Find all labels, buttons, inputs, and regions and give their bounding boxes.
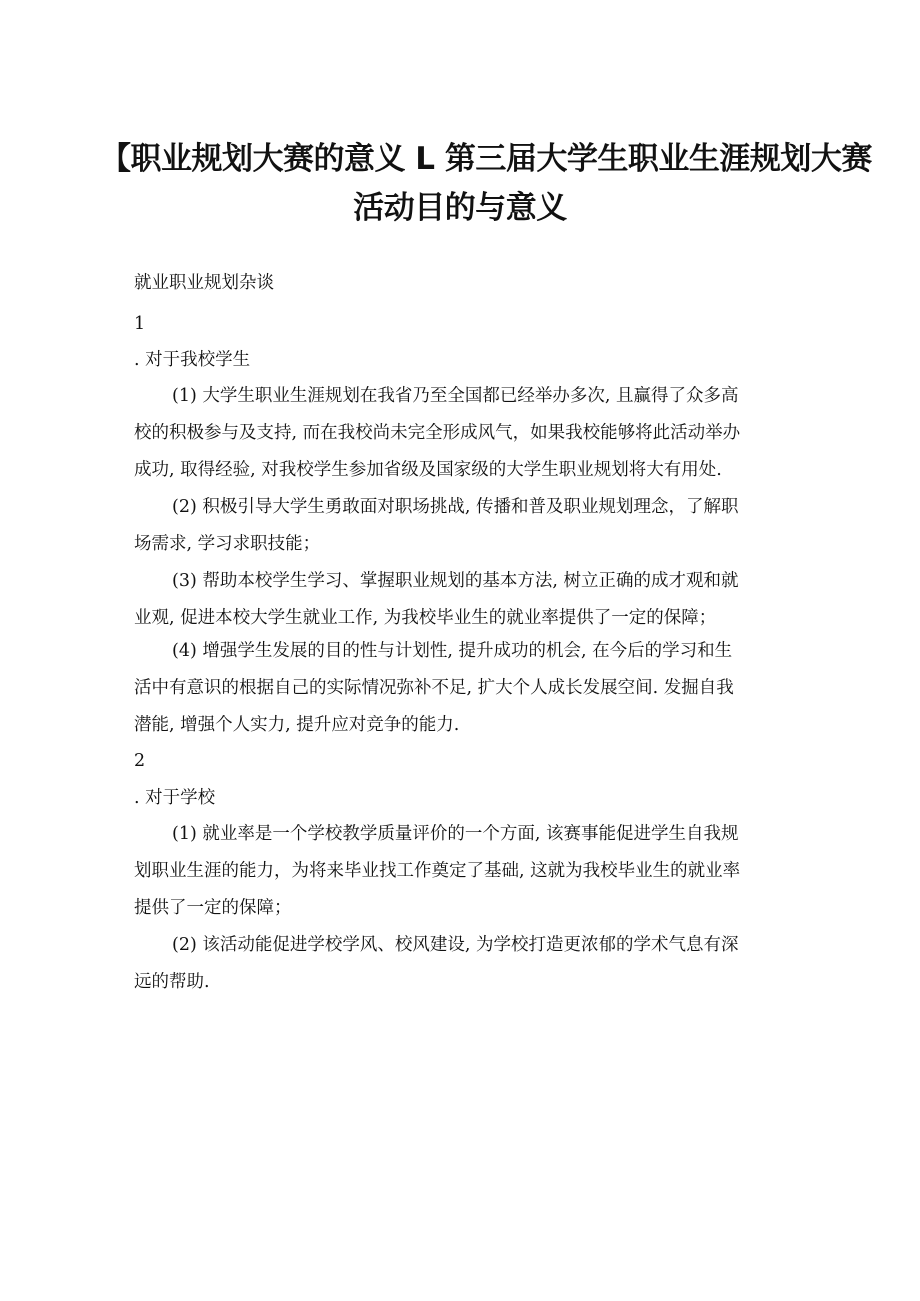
subtitle: 就业职业规划杂谈 bbox=[134, 273, 274, 293]
paragraph-4-line-2: 活中有意识的根据自己的实际情况弥补不足, 扩大个人成长发展空间. 发掘自我 bbox=[134, 678, 734, 698]
section-2-number: 2 bbox=[134, 751, 146, 771]
title-line-2: 活动目的与意义 bbox=[353, 190, 567, 226]
paragraph-5-line-2: 划职业生涯的能力，为将来毕业找工作奠定了基础, 这就为我校毕业生的就业率 bbox=[134, 861, 741, 881]
title-line-1: 【职业规划大赛的意义 L 第三届大学生职业生涯规划大赛 bbox=[100, 141, 872, 177]
paragraph-4-line-1: (4) 增强学生发展的目的性与计划性, 提升成功的机会, 在今后的学习和生 bbox=[172, 641, 733, 661]
section-2-heading: . 对于学校 bbox=[134, 788, 216, 808]
paragraph-5-line-1: (1) 就业率是一个学校教学质量评价的一个方面, 该赛事能促进学生自我规 bbox=[172, 824, 739, 844]
section-1-number: 1 bbox=[134, 314, 146, 334]
paragraph-1-line-2: 校的积极参与及支持, 而在我校尚未完全形成风气，如果我校能够将此活动举办 bbox=[134, 423, 741, 443]
paragraph-5-line-3: 提供了一定的保障； bbox=[134, 898, 292, 918]
paragraph-2-line-1: (2) 积极引导大学生勇敢面对职场挑战, 传播和普及职业规划理念，了解职 bbox=[172, 497, 739, 517]
paragraph-6-line-2: 远的帮助. bbox=[134, 972, 210, 992]
paragraph-3-line-1: (3) 帮助本校学生学习、掌握职业规划的基本方法, 树立正确的成才观和就 bbox=[172, 571, 739, 591]
paragraph-3-line-2: 业观, 促进本校大学生就业工作, 为我校毕业生的就业率提供了一定的保障； bbox=[134, 608, 717, 628]
paragraph-2-line-2: 场需求, 学习求职技能； bbox=[134, 534, 321, 554]
paragraph-6-line-1: (2) 该活动能促进学校学风、校风建设, 为学校打造更浓郁的学术气息有深 bbox=[172, 935, 739, 955]
paragraph-1-line-3: 成功, 取得经验, 对我校学生参加省级及国家级的大学生职业规划将大有用处. bbox=[134, 460, 722, 480]
section-1-heading: . 对于我校学生 bbox=[134, 350, 251, 370]
paragraph-1-line-1: (1) 大学生职业生涯规划在我省乃至全国都已经举办多次, 且赢得了众多高 bbox=[172, 386, 739, 406]
paragraph-4-line-3: 潜能, 增强个人实力, 提升应对竞争的能力. bbox=[134, 715, 460, 735]
